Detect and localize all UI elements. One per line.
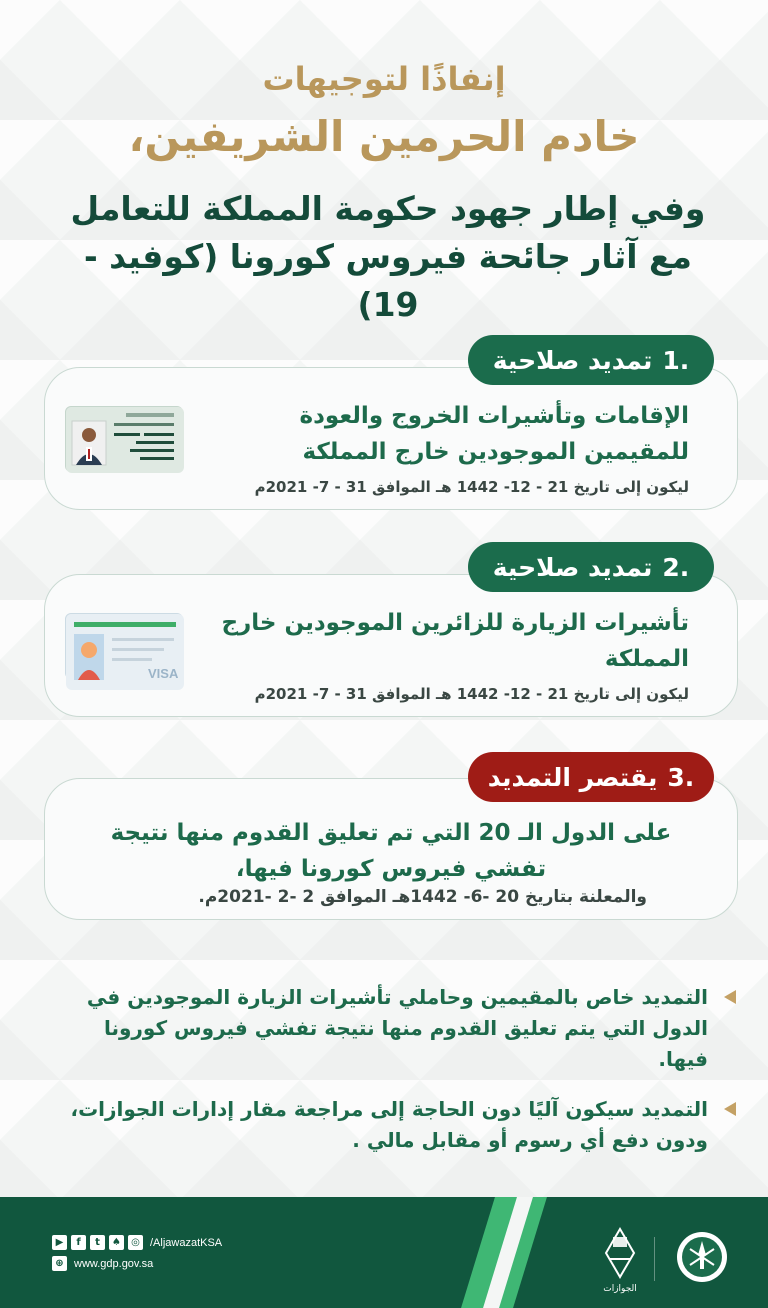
intro-line-3: وفي إطار جهود حكومة المملكة للتعامل مع آثار جائحة فيروس كورونا (كوفيد - 19) <box>70 189 706 324</box>
card-1-number: .1 <box>662 345 690 375</box>
card-2-number: .2 <box>662 552 690 582</box>
card-3-date: والمعلنة بتاريخ 20 -6- 1442هـ الموافق 2 -2 -2021م. <box>198 887 647 907</box>
card-2-date: ليكون إلى تاريخ 21 - 12- 1442 هـ الموافق 31 - 7- 2021م <box>254 685 689 703</box>
passports-logo-text: الجوازات <box>603 1284 637 1294</box>
twitter-icon[interactable]: t <box>90 1235 105 1250</box>
intro-line-1: إنفاذًا لتوجيهات <box>262 60 506 98</box>
bullet-arrow-icon <box>724 990 736 1004</box>
visa-label: VISA <box>148 666 179 681</box>
social-handle[interactable]: /AljawazatKSA <box>150 1236 223 1249</box>
logo-divider <box>654 1237 655 1281</box>
social-links <box>52 1235 222 1250</box>
card-residency-extension <box>44 367 738 510</box>
intro-line-2: خادم الحرمين الشريفين، <box>128 112 640 161</box>
instagram-icon[interactable]: ◎ <box>128 1235 143 1250</box>
logos <box>580 1215 740 1295</box>
card-3-tag-label: يقتصر التمديد <box>487 762 658 792</box>
bullet-arrow-icon <box>724 1102 736 1116</box>
snapchat-icon[interactable]: ♠ <box>109 1235 124 1250</box>
footer <box>0 1197 768 1308</box>
website-row <box>52 1256 153 1271</box>
card-visit-visa-extension <box>44 574 738 717</box>
card-3-number: .3 <box>667 762 695 792</box>
note-2 <box>58 1094 708 1156</box>
card-2-tag-label: تمديد صلاحية <box>492 552 653 582</box>
iqama-card-icon <box>65 406 183 472</box>
card-1-tag <box>468 335 714 385</box>
card-2-title: تأشيرات الزيارة للزائرين الموجودين خارج المملكة <box>221 610 689 672</box>
card-3-title: على الدول الـ 20 التي تم تعليق القدوم منها نتيجة تفشي فيروس كورونا فيها، <box>110 820 672 882</box>
card-1-date: ليكون إلى تاريخ 21 - 12- 1442 هـ الموافق 31 - 7- 2021م <box>254 478 689 496</box>
note-1 <box>58 982 708 1075</box>
visa-card-icon <box>65 613 183 679</box>
youtube-icon[interactable]: ▶ <box>52 1235 67 1250</box>
note-2-text: التمديد سيكون آليًا دون الحاجة إلى مراجعة مقار إدارات الجوازات، ودون دفع أي رسوم أو مقابل مالي . <box>70 1097 708 1152</box>
card-1-title: الإقامات وتأشيرات الخروج والعودة للمقيمين الموجودين خارج المملكة <box>299 403 689 465</box>
card-1-tag-label: تمديد صلاحية <box>492 345 653 375</box>
card-2-tag <box>468 542 714 592</box>
card-3-tag <box>468 752 714 802</box>
note-1-text: التمديد خاص بالمقيمين وحاملي تأشيرات الزيارة الموجودين في الدول التي يتم تعليق القدوم منها نتيجة تفشي فيروس كورونا فيها. <box>86 985 708 1071</box>
globe-icon: ⊕ <box>52 1256 67 1271</box>
facebook-icon[interactable]: f <box>71 1235 86 1250</box>
website-link[interactable]: www.gdp.gov.sa <box>74 1257 154 1270</box>
ministry-emblem-icon <box>677 1232 727 1282</box>
passports-logo-icon <box>603 1229 637 1294</box>
